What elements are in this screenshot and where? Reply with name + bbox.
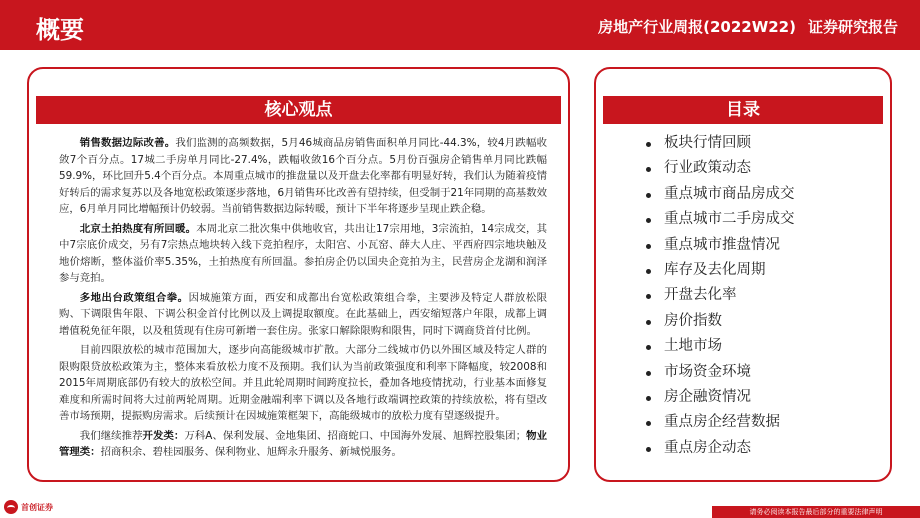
paragraph-text: 我们继续推荐 (79, 429, 143, 442)
paragraph-text: 我们监测的高频数据，5月46城商品房销售面积单月同比-44.3%，较4月跌幅收敛7个百分点。17城二手房单月同比-27.4%，跌幅收敛16个百分点。5月份百强房企销售单月同比跌幅59.9%，环比回升5.4个百分点。本周重点城市的推盘量以及开盘去化率都有明显好转，我们认为随着疫情好转后的需求复苏以及各地宽松政策逐步落地，6月销售环比改善有望持续，但受制于21年同期的高基数效应，6月单月同比增幅预计仍较弱。当前销售数据边际转暖，预计下半年将逐步呈现止跌企稳。 (59, 137, 548, 215)
bullet-icon (646, 371, 651, 376)
toc-item[interactable]: 板块行情回顾 (644, 131, 795, 156)
bullet-icon (646, 294, 651, 299)
logo-name: 首创证券 (21, 502, 53, 512)
core-views-heading: 核心观点 (36, 96, 561, 124)
prop-list: 招商积余、碧桂园服务、保利物业、旭辉永升服务、新城悦服务。 (100, 446, 402, 458)
bullet-icon (646, 193, 651, 198)
bullet-icon (646, 167, 651, 172)
toc-heading: 目录 (603, 96, 883, 124)
core-views-panel (27, 67, 570, 482)
bullet-icon (646, 218, 651, 223)
header-bar (0, 0, 920, 50)
toc-item[interactable]: 重点城市二手房成交 (644, 207, 795, 232)
toc-item[interactable]: 市场资金环境 (644, 360, 795, 385)
paragraph-outlook (59, 342, 547, 425)
toc-item[interactable]: 库存及去化周期 (644, 258, 795, 283)
report-subtitle (586, 16, 898, 37)
bullet-icon (646, 142, 651, 147)
dev-list: 万科A、保利发展、金地集团、招商蛇口、中国海外发展、旭辉控股集团； (184, 429, 527, 442)
report-type: 证券研究报告 (807, 18, 898, 36)
toc-item[interactable]: 重点房企经营数据 (644, 410, 795, 435)
toc-item[interactable]: 重点房企动态 (644, 436, 795, 461)
company-logo (4, 500, 53, 514)
bullet-icon (646, 345, 651, 350)
toc-item[interactable]: 开盘去化率 (644, 283, 795, 308)
bullet-icon (646, 320, 651, 325)
core-views-content (59, 135, 547, 464)
toc-panel (594, 67, 892, 482)
logo-icon (4, 500, 18, 514)
page-title: 概要 (36, 16, 84, 44)
toc-item[interactable]: 行业政策动态 (644, 156, 795, 181)
paragraph-policy (59, 290, 547, 340)
toc-item[interactable]: 房价指数 (644, 309, 795, 334)
toc-item[interactable]: 重点城市商品房成交 (644, 182, 795, 207)
paragraph-lead: 多地出台政策组合拳。 (79, 291, 189, 304)
bullet-icon (646, 244, 651, 249)
paragraph-lead: 北京土拍热度有所回暖。 (79, 222, 197, 235)
paragraph-sales (59, 135, 547, 218)
paragraph-text: 因城施策方面，西安和成都出台宽松政策组合拳，主要涉及特定人群放松限购、下调限售年限、下调公积金首付比例以及上调提取额度。在此基础上，西安缩短落户年限，成都上调增值税免征年限，以及租赁现有住房可新增一套住房。张家口解除限购和限售，同时下调商贷首付比例。 (59, 291, 547, 337)
bullet-icon (646, 421, 651, 426)
toc-item[interactable]: 土地市场 (644, 334, 795, 359)
paragraph-lead: 销售数据边际改善。 (79, 137, 176, 149)
toc-list (644, 131, 795, 461)
bullet-icon (646, 396, 651, 401)
toc-item[interactable]: 重点城市推盘情况 (644, 233, 795, 258)
toc-item[interactable]: 房企融资情况 (644, 385, 795, 410)
bullet-icon (646, 269, 651, 274)
paragraph-text: 本周北京二批次集中供地收官，共出让17宗用地，3宗流拍，14宗成交，其中7宗底价成交，另有7宗热点地块转入线下竞拍程序，太阳宫、小瓦窑、薛大人庄、平西府四宗地块触及地价熔断，整体溢价率5.35%，土拍热度有所回温。参拍房企仍以国央企竞拍为主，民营房企龙湖和润泽参与竞拍。 (59, 222, 547, 284)
report-name: 房地产行业周报(2022W22) (598, 18, 796, 36)
paragraph-land (59, 221, 547, 287)
prop-label: 物业管理类： (59, 429, 548, 458)
bullet-icon (646, 447, 651, 452)
disclaimer-bar: 请务必阅读本报告最后部分的重要法律声明 (712, 506, 920, 518)
dev-label: 开发类： (142, 429, 185, 442)
paragraph-text: 目前四限放松的城市范围加大，逐步向高能级城市扩散。大部分二线城市仍以外围区域及特定人群的限购限贷放松政策为主，整体来看放松力度不及预期。我们认为当前政策强度和利率下降幅度，较2008和2015年周期底部仍有较大的放松空间。并且此轮周期时间跨度拉长，叠加各地疫情扰动，行业基本面修复难度和所需时间将大过前两轮周期。近期金融端利率下调以及各地行政端调控政策的持续放松，将有望改善市场预期，提振购房需求。后续预计在因城施策框架下，高能级城市的放松力度有望逐级提升。 (59, 344, 547, 422)
paragraph-recommend (59, 428, 547, 461)
